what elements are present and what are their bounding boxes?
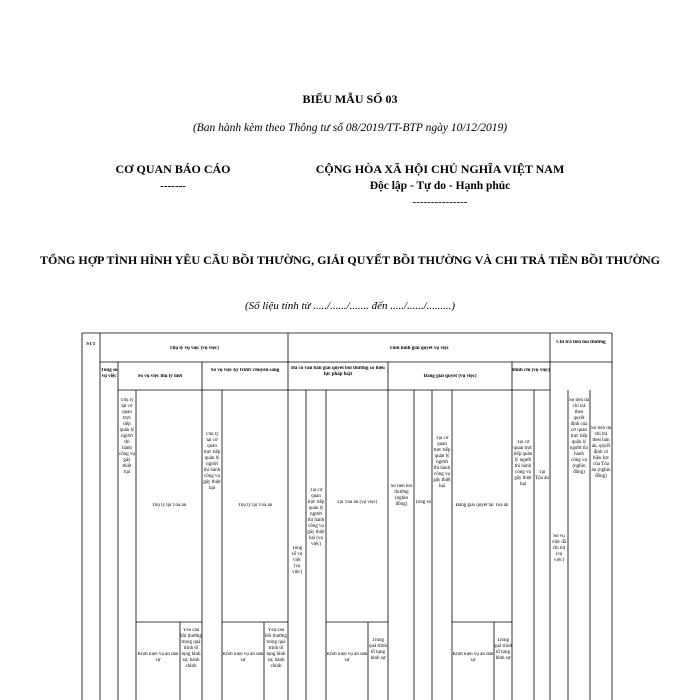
col-dinh-chi-toa-an: Tại Tòa án <box>535 470 549 481</box>
agency-divider: ------- <box>160 180 186 192</box>
col-dang-tai-toa-an: Đang giải quyết tại Tòa án <box>455 503 509 508</box>
col-khoi-kien-dang: Khởi kiện vụ án dân sự <box>452 652 494 663</box>
col-trong-qua-trinh-dang: Trong quá trình tố tụng hình sự <box>494 638 512 661</box>
col-so-tien-chi-tra-toa-an: Số tiền đã chi trả theo bản án, quyết định có hiệu lực của Tòa án (nghìn đồng) <box>591 426 611 479</box>
col-thu-ly-moi: Số vụ việc thụ lý mới <box>137 374 183 379</box>
issued-under: (Ban hành kèm theo Thông tư số 08/2019/TT-BTP ngày 10/12/2019) <box>192 122 508 134</box>
col-khoi-kien-moi: Khởi kiện vụ án dân sự <box>137 652 179 663</box>
col-dang-giai-quyet: Đang giải quyết (vụ việc) <box>423 374 477 379</box>
col-thu-ly-co-quan-cu: Thụ lý tại cơ quan trực tiếp quản lý người thi hành công vụ gây thiệt hại <box>203 432 221 491</box>
motto-divider: --------------- <box>412 196 468 208</box>
col-tong-so-dang: Tổng số <box>414 500 432 505</box>
col-khoi-kien-cu: Khởi kiện vụ án dân sự <box>222 652 264 663</box>
nation-motto: Độc lập - Tự do - Hạnh phúc <box>369 180 511 192</box>
col-group-giai-quyet: Tình hình giải quyết vụ việc <box>389 346 449 351</box>
col-da-co-van-ban: Đã có văn bản giải quyết bồi thường có hiệu lực pháp luật <box>291 366 385 377</box>
col-tai-co-quan-da-giai-quyet: Tại cơ quan trực tiếp quản lý người thi hành công vụ gây thiệt hại (vụ việc) <box>307 488 325 547</box>
col-trong-qua-trinh-da-giai-quyet: Trong quá trình tố tụng hình sự <box>369 638 387 661</box>
col-tai-toa-an-da-giai-quyet: Tại Tòa án (vụ việc) <box>336 500 378 505</box>
report-period: (Số liệu tính từ ...../....../....... đến ...../....../.........) <box>244 300 456 312</box>
col-dinh-chi-co-quan: Tại cơ quan trực tiếp quản lý người thi hành công vụ gây thiệt hại <box>513 440 533 487</box>
reporting-agency: CƠ QUAN BÁO CÁO <box>115 162 231 176</box>
col-ky-truoc-chuyen-sang: Số vụ việc kỳ trước chuyển sang <box>210 368 280 373</box>
col-tai-co-quan-dang: Tại cơ quan trực tiếp quản lý người thi hành công vụ gây thiệt hại <box>433 436 451 489</box>
form-number: BIỂU MẪU SỐ 03 <box>302 92 398 106</box>
col-so-vu-viec-da-chi-tra: Số vụ việc đã chi trả (vụ việc) <box>551 534 567 563</box>
col-yeu-cau-cu: Yêu cầu bồi thường trong quá trình tố tụng hình sự, hành chính <box>265 628 287 669</box>
col-tong-so-vu-viec: Tổng số vụ việc <box>100 368 118 379</box>
col-dinh-chi: Đình chỉ (vụ việc) <box>512 368 550 373</box>
col-thu-ly-toa-an-moi: Thụ lý tại Tòa án <box>151 503 187 508</box>
report-title: TỔNG HỢP TÌNH HÌNH YÊU CẦU BỒI THƯỜNG, GIẢI QUYẾT BỒI THƯỜNG VÀ CHI TRẢ TIỀN BỒI THƯỜNG <box>40 253 660 267</box>
col-so-tien-boi-thuong: Số tiền bồi thường (nghìn đồng) <box>390 484 413 507</box>
col-thu-ly-co-quan-moi: Thụ lý tại cơ quan trực tiếp quản lý người thi hành công vụ gây thiệt hại <box>119 398 135 475</box>
col-group-thu-ly: Thụ lý vụ việc (vụ việc) <box>169 346 219 351</box>
col-yeu-cau-moi: Yêu cầu bồi thường trong quá trình tố tụng hình sự, hành chính <box>180 628 202 669</box>
col-khoi-kien-da-giai-quyet: Khởi kiện vụ án dân sự <box>326 652 368 663</box>
col-thu-ly-toa-an-cu: Thụ lý tại Tòa án <box>237 503 273 508</box>
col-stt: STT <box>86 342 96 347</box>
nation-name: CỘNG HÒA XÃ HỘI CHỦ NGHĨA VIỆT NAM <box>315 162 565 176</box>
col-tong-so-da-giai-quyet: Tổng số vụ việc (vụ việc) <box>291 546 303 575</box>
col-so-tien-chi-tra-co-quan: Số tiền đã chi trả theo quyết định của cơ quan trực tiếp quản lý người thi hành công vụ (nghìn đồng) <box>569 398 589 475</box>
col-group-chi-tra: Chi trả tiền bồi thường <box>556 340 606 345</box>
